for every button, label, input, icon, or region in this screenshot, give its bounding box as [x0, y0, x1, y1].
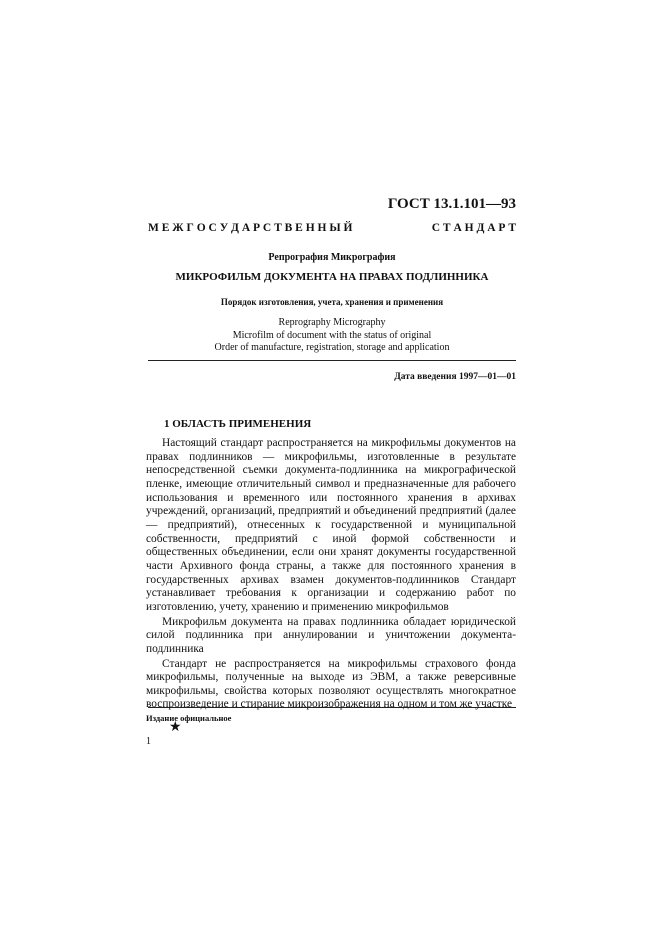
footer-divider [148, 707, 516, 708]
standard-number: ГОСТ 13.1.101—93 [387, 196, 516, 212]
header-divider [148, 360, 516, 361]
paragraph: Настоящий стандарт распространяется на микрофильмы документов на правах подлинников — микрофильмы, изготовленные в результате непосредственной съемки документа-подлинника на микрографической пленке, имеющие отличительный символ и предназначенные для рабочего использования и временного или постоянного хранения в архивах учреждений, организаций, предприятий и объединений предприятий (далее — предприятий), отнесенных к государственной и муниципальной собственности, предприятий с иной формой собственности и общественных объединении, если они хранят документы государственной части Архивного фонда страны, а также для постоянного хранения в государственных архивах взамен документов-подлинников Стандарт устанавливает требования к организации и содержанию работ по изготовлению, учету, хранению и применению микрофильмов [146, 437, 516, 613]
standard-heading [148, 222, 516, 234]
document-title: МИКРОФИЛЬМ ДОКУМЕНТА НА ПРАВАХ ПОДЛИННИКА [175, 271, 489, 283]
document-subtitle: Порядок изготовления, учета, хранения и применения [220, 297, 444, 307]
subject-line: Репрография Микрография [268, 252, 396, 263]
heading-word-standard: С Т А Н Д А Р Т [431, 222, 516, 234]
paragraph: Стандарт не распространяется на микрофильмы страхового фонда микрофильмы, полученные на выходе из ЭВМ, а также реверсивные микрофильмы, свойства которых позволяют осуществлять многократное воспроизведение и стирание микроизображения на одном и том же участке [146, 657, 516, 711]
english-subject: Reprography Micrography [278, 317, 386, 328]
star-icon: ★ [169, 720, 182, 735]
english-subtitle: Order of manufacture, registration, storage and application [214, 342, 450, 353]
official-edition-label: Издание официальное [146, 713, 232, 723]
heading-word-interstate: М Е Ж Г О С У Д А Р С Т В Е Н Н Ы Й [148, 222, 353, 234]
paragraph: Микрофильм документа на правах подлинника обладает юридической силой подлинника при аннулировании и уничтожении документа-подлинника [146, 615, 516, 655]
page-number: 1 [146, 736, 151, 747]
section-body [146, 437, 516, 713]
english-title: Microfilm of document with the status of original [232, 330, 432, 341]
section-title: 1 ОБЛАСТЬ ПРИМЕНЕНИЯ [164, 418, 312, 430]
introduction-date: Дата введения 1997—01—01 [394, 372, 516, 382]
